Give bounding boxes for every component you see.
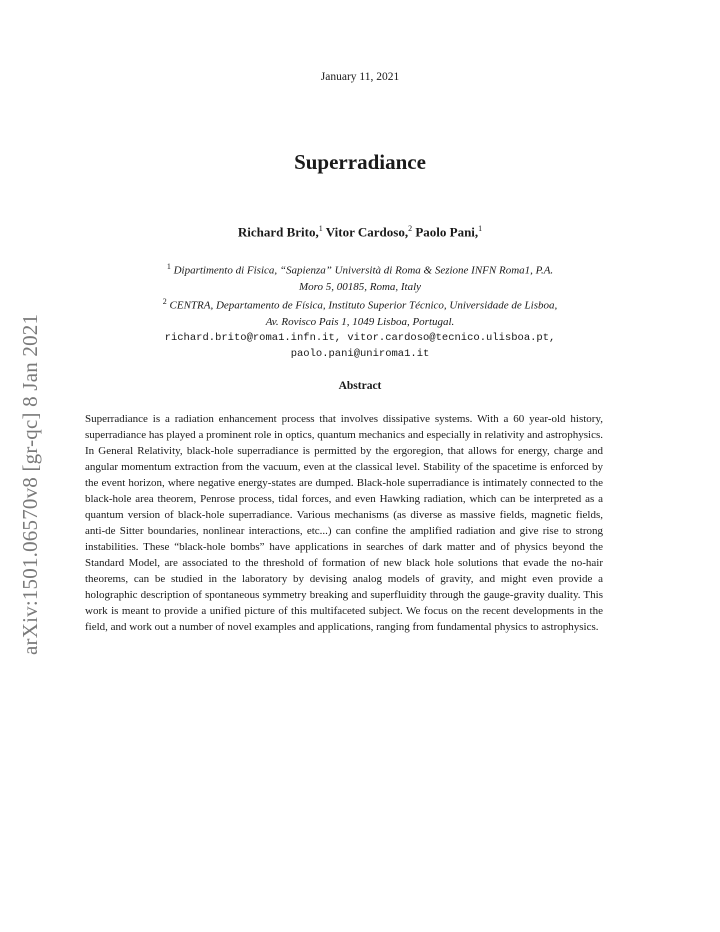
paper-date: January 11, 2021 <box>320 71 400 83</box>
paper-title: Superradiance <box>294 150 426 174</box>
affiliation-line: CENTRA, Departamento de Física, Instituto Superior Técnico, Universidade de Lisboa, <box>169 299 558 312</box>
author-name: Paolo Pani, <box>415 224 479 240</box>
affiliation-line: Dipartimento di Fisica, “Sapienza” Università di Roma & Sezione INFN Roma1, P.A. <box>173 264 554 277</box>
affiliation-mark: 1 <box>166 262 171 271</box>
author-affiliation-mark: 1 <box>478 224 483 233</box>
author-list <box>0 224 720 240</box>
email-line: richard.brito@roma1.infn.it, vitor.cardoso@tecnico.ulisboa.pt, <box>164 332 556 344</box>
affiliation-mark: 2 <box>162 297 167 306</box>
affiliation-line: Moro 5, 00185, Roma, Italy <box>298 280 422 293</box>
author-name: Vitor Cardoso, <box>325 224 409 240</box>
affiliation-1 <box>0 259 720 295</box>
arxiv-identifier: arXiv:1501.06570v8 [gr-qc] 8 Jan 2021 <box>18 313 42 655</box>
author-emails <box>0 330 720 362</box>
affiliation-line: Av. Rovisco Pais 1, 1049 Lisboa, Portugal. <box>265 315 455 328</box>
abstract-body: Superradiance is a radiation enhancement process that involves dissipative systems. With a 60 year-old history, superradiance has played a prominent role in optics, quantum mechanics and especially in relativity and astrophysics. In General Relativity, black-hole superradiance is permitted by the ergoregion, that allows for energy, charge and angular momentum extraction from the vacuum, even at the classical level. Stability of the spacetime is enforced by the event horizon, where negative energy-states are dumped. Black-hole superradiance is intimately connected to the black-hole area theorem, Penrose process, tidal forces, and even Hawking radiation, which can be interpreted as a quantum version of black-hole superradiance. Various mechanisms (as diverse as massive fields, magnetic fields, anti-de Sitter boundaries, nonlinear interactions, etc...) can confine the amplified radiation and give rise to strong instabilities. These “black-hole bombs” have applications in searches of dark matter and of physics beyond the Standard Model, are associated to the threshold of formation of new black hole solutions that evade the no-hair theorems, can be studied in the laboratory by devising analog models of gravity, and might even provide a holographic description of spontaneous symmetry breaking and superfluidity through the gauge-gravity duality. This work is meant to provide a unified picture of this multifaceted subject. We focus on the recent developments in the field, and work out a number of novel examples and applications, ranging from fundamental physics to astrophysics. <box>85 413 603 633</box>
author-affiliation-mark: 1 <box>318 224 323 233</box>
abstract-heading: Abstract <box>338 380 382 392</box>
author-name: Richard Brito, <box>237 224 319 240</box>
affiliation-2 <box>0 294 720 330</box>
author-affiliation-mark: 2 <box>408 224 413 233</box>
email-line: paolo.pani@uniroma1.it <box>290 348 430 360</box>
